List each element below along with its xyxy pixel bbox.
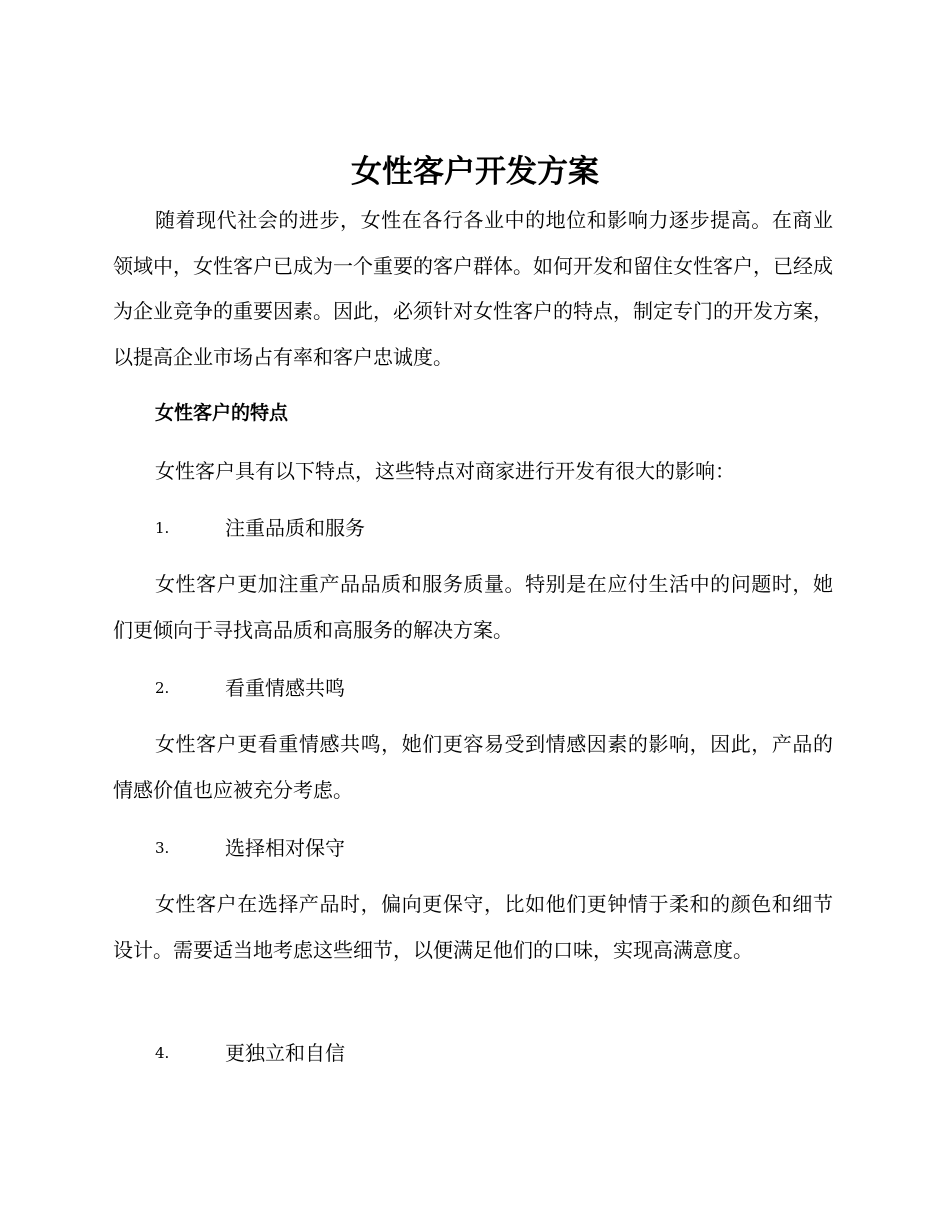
intro-paragraph: 随着现代社会的进步，女性在各行各业中的地位和影响力逐步提高。在商业领域中，女性客户已成为一个重要的客户群体。如何开发和留住女性客户，已经成为企业竞争的重要因素。因此，必须针对女性客户的特点，制定专门的开发方案，以提高企业市场占有率和客户忠诚度。: [113, 208, 833, 369]
list-title: 看重情感共鸣: [225, 676, 345, 700]
section-heading: 女性客户的特点: [155, 402, 289, 424]
list-number: 2.: [155, 679, 170, 697]
list-number: 3.: [155, 839, 170, 857]
list-title: 更独立和自信: [225, 1041, 345, 1065]
item-1-body: 女性客户更加注重产品品质和服务质量。特别是在应付生活中的问题时，她们更倾向于寻找高品质和高服务的解决方案。: [113, 572, 833, 642]
list-number: 1.: [155, 519, 170, 537]
list-number: 4.: [155, 1044, 170, 1062]
item-3-body: 女性客户在选择产品时，偏向更保守，比如他们更钟情于柔和的颜色和细节设计。需要适当地考虑这些细节，以便满足他们的口味，实现高满意度。: [113, 892, 833, 962]
section-lead: 女性客户具有以下特点，这些特点对商家进行开发有很大的影响：: [155, 459, 735, 483]
list-title: 选择相对保守: [225, 836, 345, 860]
item-2-body: 女性客户更看重情感共鸣，她们更容易受到情感因素的影响，因此，产品的情感价值也应被充分考虑。: [113, 732, 833, 802]
list-title: 注重品质和服务: [225, 516, 365, 540]
document-title: 女性客户开发方案: [351, 154, 599, 190]
